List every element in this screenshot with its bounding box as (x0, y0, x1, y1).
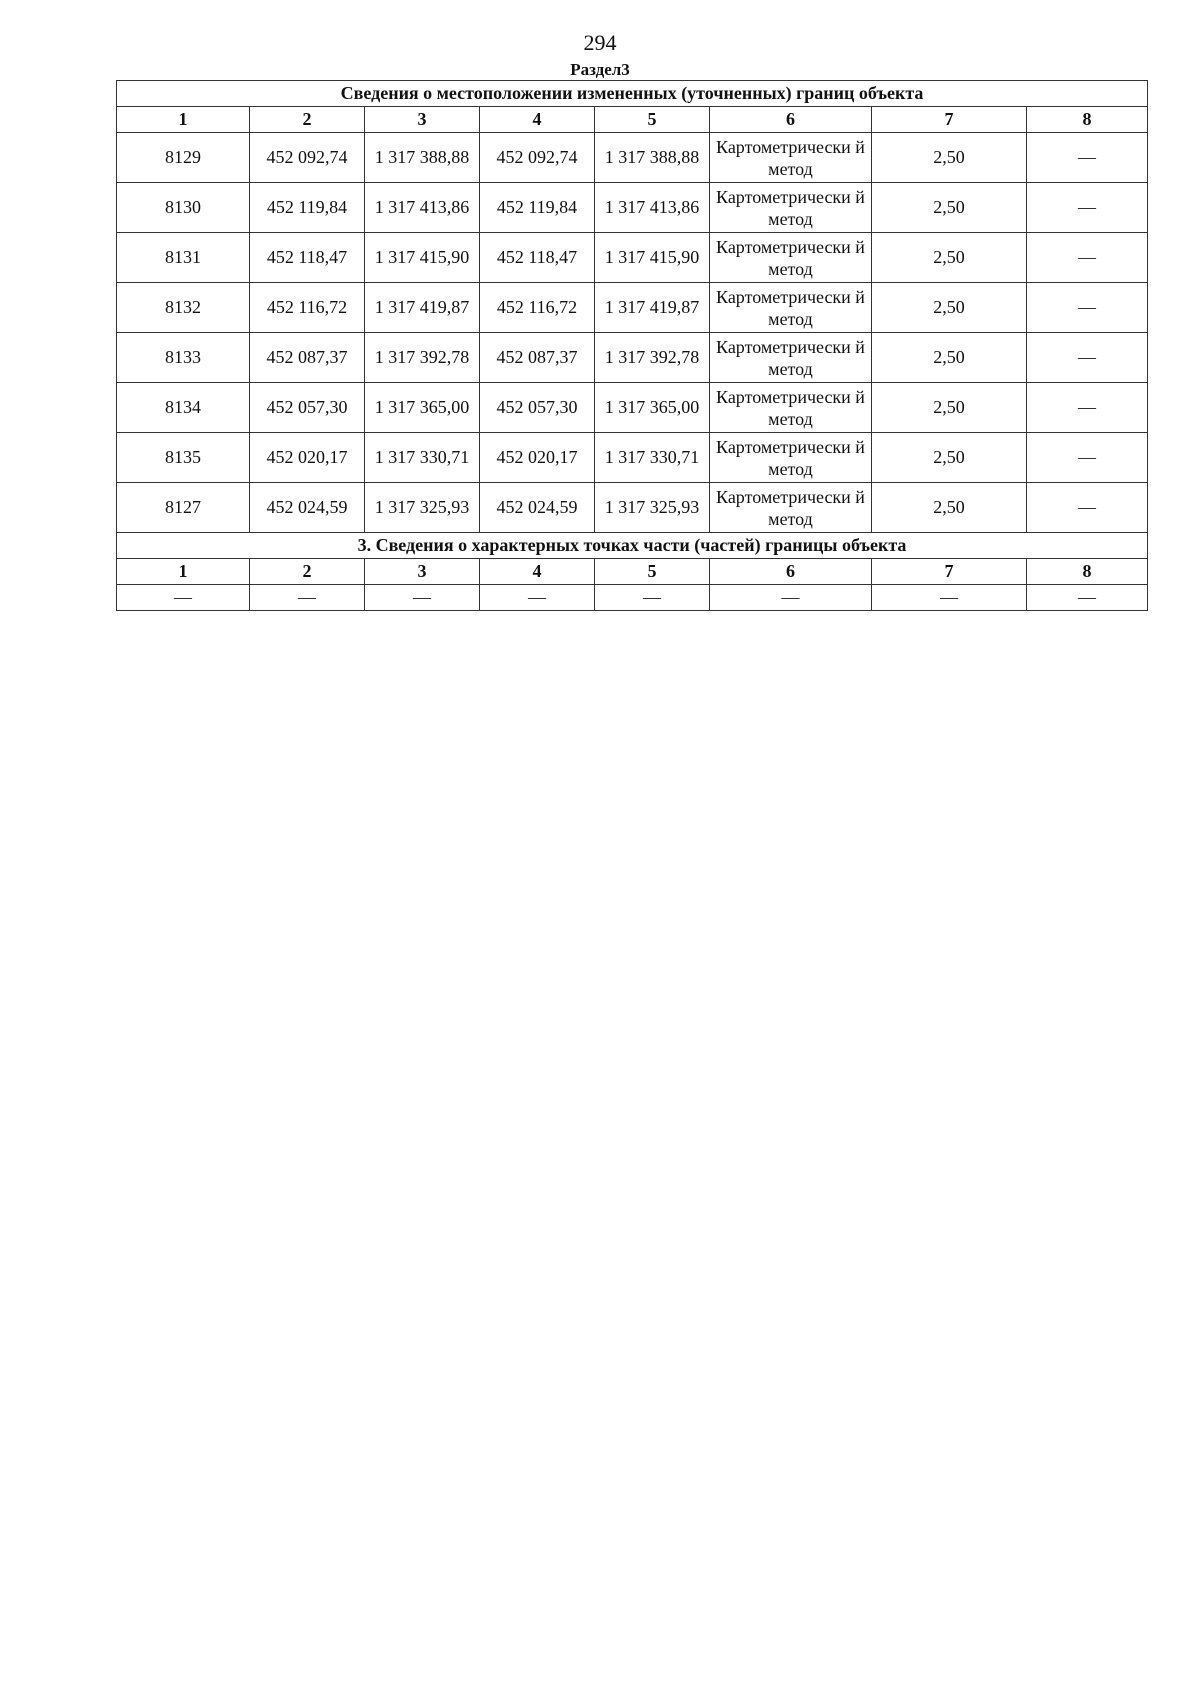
point-number: 8135 (117, 433, 250, 483)
coord-y-existing: 1 317 325,93 (365, 483, 480, 533)
table-row (117, 483, 1148, 533)
table1-header-cell: 6 (710, 107, 872, 133)
empty-cell: — (365, 585, 480, 611)
coord-x-existing: 452 118,47 (250, 233, 365, 283)
table1-header-cell: 7 (872, 107, 1027, 133)
table2-header-cell: 7 (872, 559, 1027, 585)
table2-header-row (117, 559, 1148, 585)
description: — (1027, 433, 1148, 483)
coord-x-updated: 452 057,30 (480, 383, 595, 433)
accuracy: 2,50 (872, 483, 1027, 533)
method: Картометрически й метод (710, 183, 872, 233)
accuracy: 2,50 (872, 183, 1027, 233)
description: — (1027, 383, 1148, 433)
coord-y-existing: 1 317 415,90 (365, 233, 480, 283)
coord-x-existing: 452 116,72 (250, 283, 365, 333)
table-row (117, 433, 1148, 483)
table2-title: 3. Сведения о характерных точках части (частей) границы объекта (117, 533, 1148, 559)
empty-cell: — (1027, 585, 1148, 611)
accuracy: 2,50 (872, 333, 1027, 383)
table-row (117, 383, 1148, 433)
coord-x-updated: 452 116,72 (480, 283, 595, 333)
table2-header-cell: 1 (117, 559, 250, 585)
empty-cell: — (250, 585, 365, 611)
accuracy: 2,50 (872, 133, 1027, 183)
table1-header-cell: 2 (250, 107, 365, 133)
description: — (1027, 183, 1148, 233)
coord-y-updated: 1 317 413,86 (595, 183, 710, 233)
table-row (117, 183, 1148, 233)
table-row (117, 133, 1148, 183)
point-number: 8130 (117, 183, 250, 233)
empty-cell: — (117, 585, 250, 611)
coord-x-updated: 452 092,74 (480, 133, 595, 183)
coord-y-updated: 1 317 392,78 (595, 333, 710, 383)
coord-x-updated: 452 087,37 (480, 333, 595, 383)
coord-x-existing: 452 119,84 (250, 183, 365, 233)
coord-y-existing: 1 317 388,88 (365, 133, 480, 183)
description: — (1027, 483, 1148, 533)
description: — (1027, 233, 1148, 283)
point-number: 8127 (117, 483, 250, 533)
coord-x-existing: 452 087,37 (250, 333, 365, 383)
method: Картометрически й метод (710, 383, 872, 433)
table2-title-row (117, 533, 1148, 559)
point-number: 8134 (117, 383, 250, 433)
coord-x-updated: 452 024,59 (480, 483, 595, 533)
coord-y-existing: 1 317 413,86 (365, 183, 480, 233)
point-number: 8132 (117, 283, 250, 333)
coord-y-existing: 1 317 330,71 (365, 433, 480, 483)
coord-x-existing: 452 024,59 (250, 483, 365, 533)
table2-header-cell: 4 (480, 559, 595, 585)
table-row (117, 233, 1148, 283)
page-number: 294 (583, 30, 617, 55)
table2-header-cell: 6 (710, 559, 872, 585)
table2-header-cell: 2 (250, 559, 365, 585)
table1-header-cell: 8 (1027, 107, 1148, 133)
description: — (1027, 133, 1148, 183)
accuracy: 2,50 (872, 233, 1027, 283)
coord-x-existing: 452 092,74 (250, 133, 365, 183)
point-number: 8133 (117, 333, 250, 383)
accuracy: 2,50 (872, 433, 1027, 483)
coord-y-existing: 1 317 419,87 (365, 283, 480, 333)
coord-y-existing: 1 317 365,00 (365, 383, 480, 433)
coord-y-updated: 1 317 419,87 (595, 283, 710, 333)
description: — (1027, 283, 1148, 333)
coord-y-updated: 1 317 330,71 (595, 433, 710, 483)
empty-cell: — (595, 585, 710, 611)
table1-header-cell: 4 (480, 107, 595, 133)
coord-x-updated: 452 020,17 (480, 433, 595, 483)
table-row (117, 333, 1148, 383)
table1-header-cell: 5 (595, 107, 710, 133)
point-number: 8131 (117, 233, 250, 283)
empty-cell: — (710, 585, 872, 611)
coord-y-updated: 1 317 325,93 (595, 483, 710, 533)
point-number: 8129 (117, 133, 250, 183)
method: Картометрически й метод (710, 233, 872, 283)
accuracy: 2,50 (872, 283, 1027, 333)
table2-header-cell: 5 (595, 559, 710, 585)
empty-cell: — (872, 585, 1027, 611)
coord-y-updated: 1 317 415,90 (595, 233, 710, 283)
coordinates-table (116, 80, 1148, 611)
accuracy: 2,50 (872, 383, 1027, 433)
description: — (1027, 333, 1148, 383)
empty-cell: — (480, 585, 595, 611)
coord-y-updated: 1 317 365,00 (595, 383, 710, 433)
table-row (117, 283, 1148, 333)
table1-header-cell: 1 (117, 107, 250, 133)
method: Картометрически й метод (710, 433, 872, 483)
table-body (117, 81, 1148, 611)
method: Картометрически й метод (710, 133, 872, 183)
table1-header-cell: 3 (365, 107, 480, 133)
table1-header-row (117, 107, 1148, 133)
coord-x-updated: 452 119,84 (480, 183, 595, 233)
coord-y-existing: 1 317 392,78 (365, 333, 480, 383)
table-row (117, 585, 1148, 611)
coord-x-updated: 452 118,47 (480, 233, 595, 283)
coord-x-existing: 452 020,17 (250, 433, 365, 483)
section-title: Раздел3 (570, 60, 630, 79)
table2-header-cell: 8 (1027, 559, 1148, 585)
coord-x-existing: 452 057,30 (250, 383, 365, 433)
table2-header-cell: 3 (365, 559, 480, 585)
table1-title: Сведения о местоположении измененных (уточненных) границ объекта (117, 81, 1148, 107)
method: Картометрически й метод (710, 333, 872, 383)
method: Картометрически й метод (710, 483, 872, 533)
coord-y-updated: 1 317 388,88 (595, 133, 710, 183)
method: Картометрически й метод (710, 283, 872, 333)
table1-title-row (117, 81, 1148, 107)
